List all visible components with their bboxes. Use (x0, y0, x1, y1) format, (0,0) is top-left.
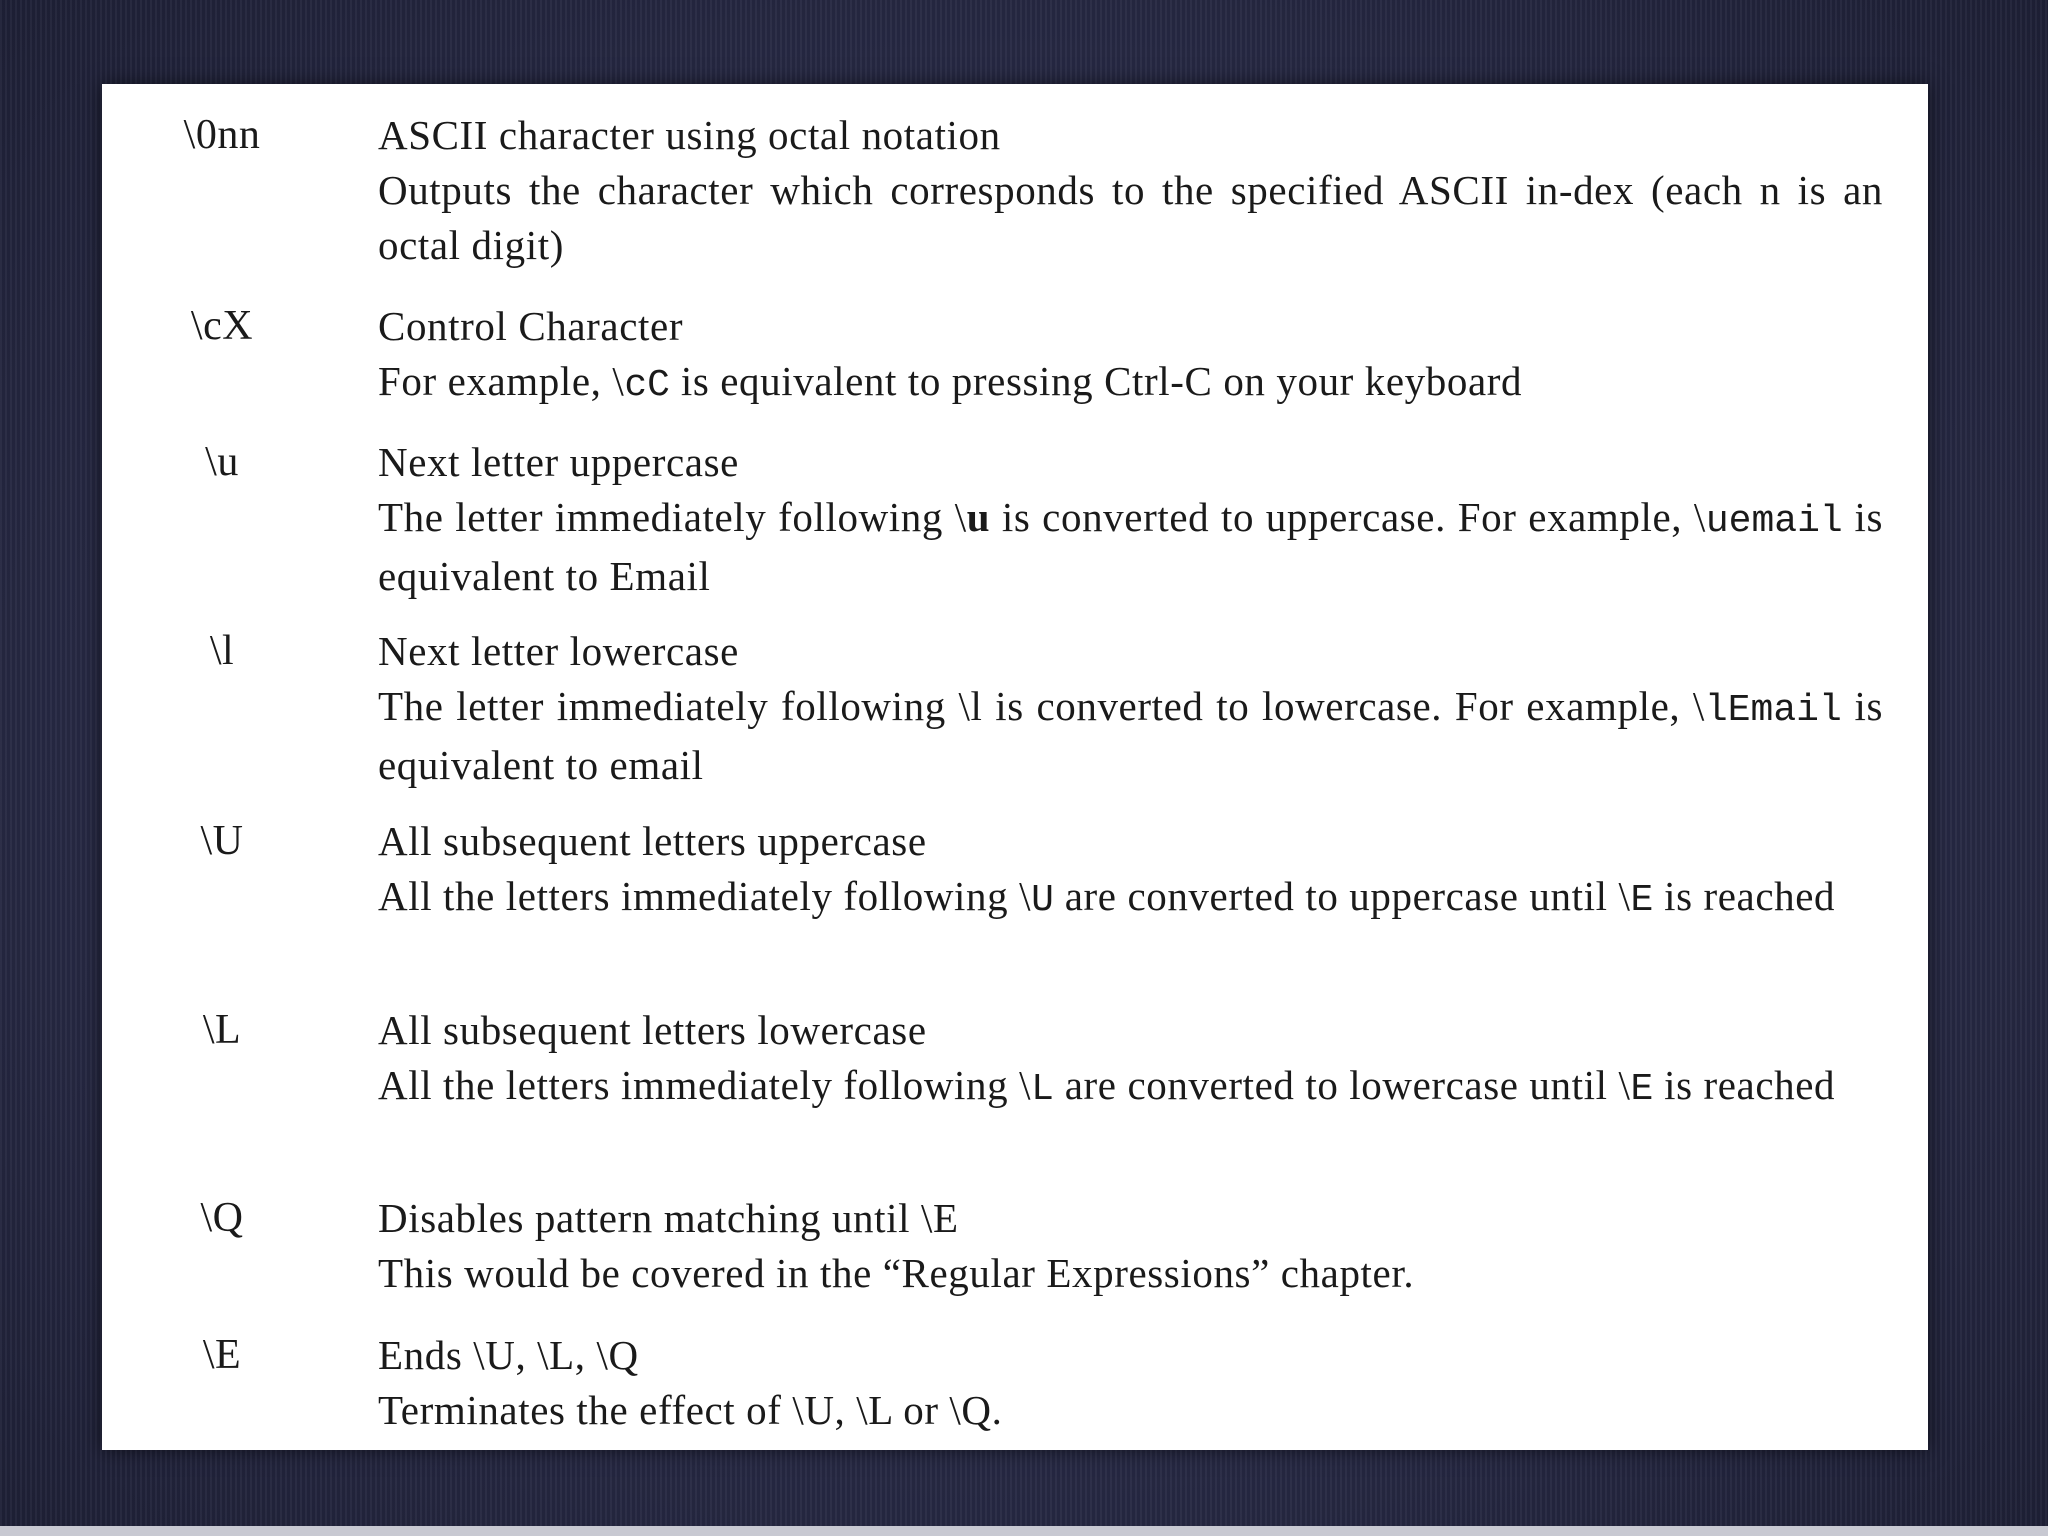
escape-description (378, 814, 1883, 928)
escape-code: \E (202, 1332, 242, 1378)
code-literal: uemail (1705, 500, 1843, 543)
body-text: is equivalent to Email (378, 494, 1883, 599)
escape-description (378, 299, 1883, 413)
body-text: are converted to uppercase until \ (1053, 873, 1631, 919)
code-literal: U (1031, 879, 1054, 922)
escape-title: Next letter uppercase (378, 439, 739, 485)
escape-body (378, 1383, 1883, 1438)
body-text: is converted to uppercase. For example, \ (990, 494, 1706, 540)
code-literal: lEmail (1704, 689, 1842, 732)
escape-body (378, 490, 1883, 604)
escape-title: Disables pattern matching until \E (378, 1195, 959, 1241)
escape-code: \u (205, 439, 239, 485)
escape-body (378, 1246, 1883, 1301)
body-text: Outputs the character which corresponds to the specified ASCII in-dex (each n is an octal digit) (378, 167, 1883, 268)
escape-body (378, 869, 1883, 928)
bottom-strip (0, 1526, 2048, 1536)
escape-body (378, 163, 1883, 273)
body-text: is equivalent to pressing Ctrl-C on your keyboard (669, 358, 1523, 404)
body-text: is reached (1653, 1062, 1836, 1108)
body-text: All the letters immediately following \ (378, 873, 1032, 919)
body-text: The letter immediately following \l is converted to lowercase. For example, \ (378, 683, 1705, 729)
escape-title: Next letter lowercase (378, 628, 739, 674)
code-literal: E (1630, 1068, 1654, 1111)
code-literal: L (1031, 1068, 1054, 1111)
escape-code: \cX (190, 303, 254, 349)
escape-title: Control Character (378, 303, 684, 349)
bold-literal: u (966, 494, 991, 540)
escape-title: ASCII character using octal notation (378, 112, 1001, 158)
escape-code: \L (202, 1007, 242, 1053)
escape-code: \Q (200, 1195, 244, 1241)
body-text: is reached (1653, 873, 1836, 919)
body-text: The letter immediately following \ (378, 494, 967, 540)
body-text: For example, \ (378, 358, 625, 404)
escape-description (378, 435, 1883, 604)
code-literal: E (1630, 879, 1654, 922)
escape-description (378, 1003, 1883, 1117)
body-text: are converted to lowercase until \ (1053, 1062, 1631, 1108)
escape-description (378, 1191, 1883, 1301)
escape-description (378, 624, 1883, 793)
escape-body (378, 354, 1883, 413)
escape-description (378, 108, 1883, 273)
body-text: All the letters immediately following \ (378, 1062, 1032, 1108)
escape-title: Ends \U, \L, \Q (378, 1332, 639, 1378)
slide-panel (102, 84, 1928, 1450)
body-text: Terminates the effect of \U, \L or \Q. (378, 1387, 1003, 1433)
body-text: This would be covered in the “Regular Expressions” chapter. (378, 1250, 1415, 1296)
escape-description (378, 1328, 1883, 1438)
body-text: is equivalent to email (378, 683, 1883, 788)
escape-code: \l (209, 628, 235, 674)
escape-code: \U (200, 818, 244, 864)
escape-code: \0nn (183, 112, 261, 158)
escape-title: All subsequent letters lowercase (378, 1007, 927, 1053)
escape-body (378, 1058, 1883, 1117)
escape-body (378, 679, 1883, 793)
escape-title: All subsequent letters uppercase (378, 818, 927, 864)
code-literal: cC (624, 364, 670, 407)
